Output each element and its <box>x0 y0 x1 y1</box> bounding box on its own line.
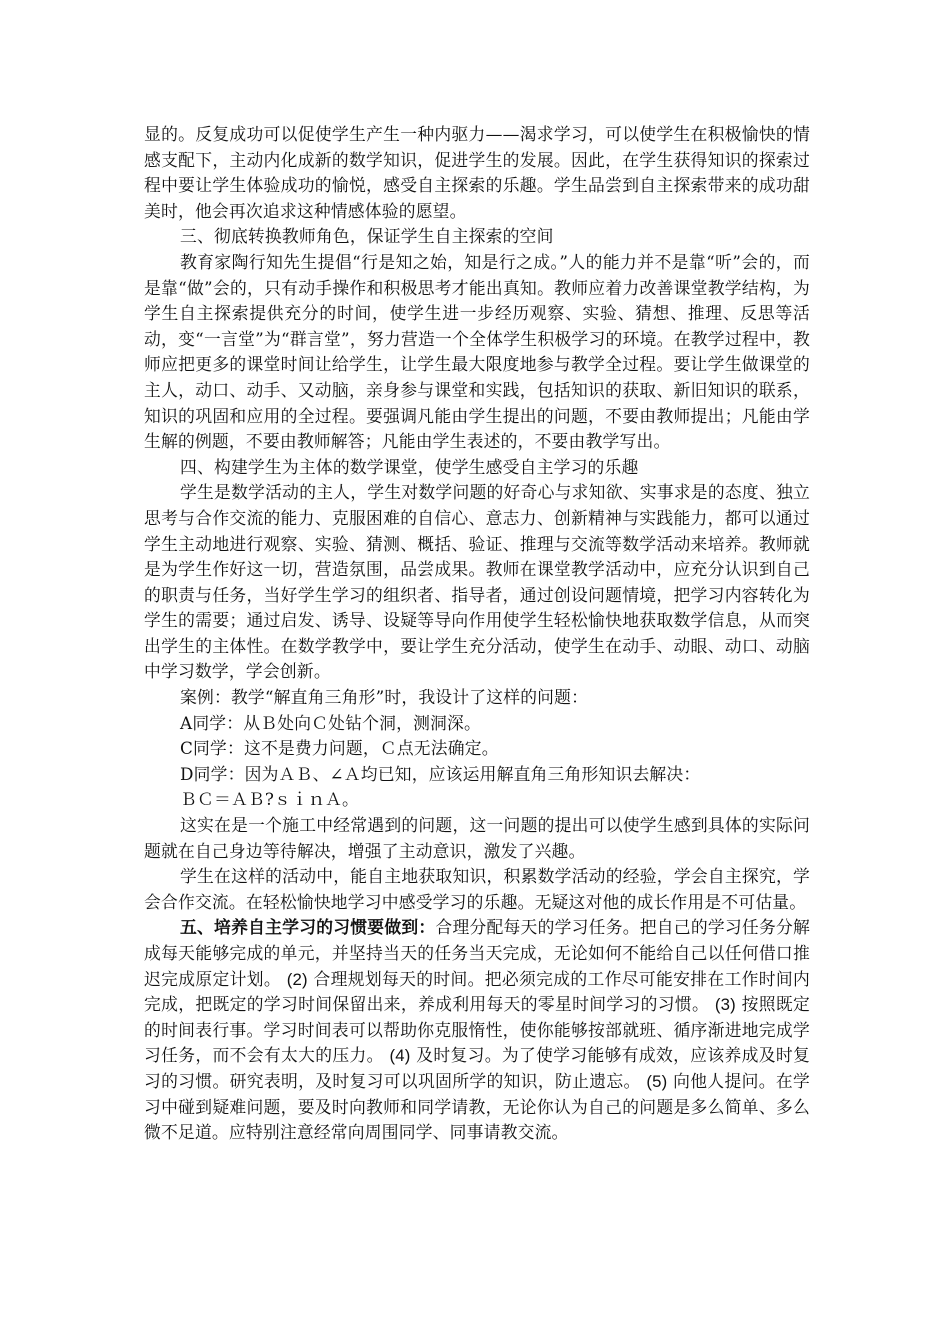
document-body <box>144 122 810 1146</box>
case-student-c: C同学：这不是费力问题，Ｃ点无法确定。 <box>180 738 499 759</box>
habit-5-text: 向他人提问。在学习中碰到疑难问题，要及时向教师和同学请教，无论你认为自己的问题是多么简单、多么微不足道。应特别注意经常向周围同学、同事请教交流。 <box>144 1070 810 1143</box>
habit-4-number: (4) <box>389 1046 411 1066</box>
habit-1-text: 合理分配每天的学习任务。把自己的学习任务分解成每天能够完成的单元，并坚持当天的任务当天完成，无论如何不能给自己以任何借口推迟完成原定计划。 <box>144 917 810 989</box>
habit-5-number: (5) <box>646 1071 668 1091</box>
habit-3-text: 按照既定的时间表行事。学习时间表可以帮助你克服惰性，使你能够按部就班、循序渐进地完成学习任务，而不会有太大的压力。 <box>144 994 810 1066</box>
paragraph-activity-value: 学生在这样的活动中，能自主地获取知识，积累数学活动的经验，学会自主探究，学会合作交流。在轻松愉快地学习中感受学习的乐趣。无疑这对他的成长作用是不可估量。 <box>144 866 810 912</box>
paragraph-student-subject: 学生是数学活动的主人，学生对数学问题的好奇心与求知欲、实事求是的态度、独立思考与合作交流的能力、克服困难的自信心、意志力、创新精神与实践能力，都可以通过学生主动地进行观察、实验、猜测、概括、验证、推理与交流等数学活动来培养。教师就是为学生作好这一切，营造氛围，品尝成果。教师在课堂教学活动中，应充分认识到自己的职责与任务，当好学生学习的组织者、指导者，通过创设问题情境，把学习内容转化为学生的需要；通过启发、诱导、设疑等导向作用使学生轻松愉快地获取数学信息，从而突出学生的主体性。在数学教学中，要让学生充分活动，使学生在动手、动眼、动口、动脑中学习数学，学会创新。 <box>144 482 810 682</box>
case-formula: ＢＣ＝ＡＢ?ｓｉｎＡ。 <box>180 789 360 810</box>
section-heading-5: 五、培养自主学习的习惯要做到： <box>180 917 436 938</box>
paragraph-construction-problem: 这实在是一个施工中经常遇到的问题，这一问题的提出可以使学生感到具体的实际问题就在自己身边等待解决，增强了主动意识，激发了兴趣。 <box>144 815 810 861</box>
habit-2-text: 合理规划每天的时间。把必须完成的工作尽可能安排在工作时间内完成，把既定的学习时间保留出来，养成利用每天的零星时间学习的习惯。 <box>144 968 810 1015</box>
section-heading-3: 三、彻底转换教师角色，保证学生自主探索的空间 <box>180 226 554 247</box>
paragraph-study-habits <box>144 915 810 1145</box>
paragraph-continuation: 显的。反复成功可以促使学生产生一种内驱力——渴求学习，可以使学生在积极愉快的情感支配下，主动内化成新的数学知识，促进学生的发展。因此，在学生获得知识的探索过程中要让学生体验成功的愉悦，感受自主探索的乐趣。学生品尝到自主探索带来的成功甜美时，他会再次追求这种情感体验的愿望。 <box>144 124 810 221</box>
habit-2-number: (2) <box>286 969 308 989</box>
case-student-a: A同学：从Ｂ处向Ｃ处钻个洞，测洞深。 <box>180 712 482 733</box>
paragraph-teacher-role: 教育家陶行知先生提倡“行是知之始，知是行之成。”人的能力并不是靠“听”会的，而是靠“做”会的，只有动手操作和积极思考才能出真知。教师应着力改善课堂教学结构，为学生自主探索提供充分的时间，使学生进一步经历观察、实验、猜想、推理、反思等活动，变“一言堂”为“群言堂”，努力营造一个全体学生积极学习的环境。在教学过程中，教师应把更多的课堂时间让给学生，让学生最大限度地参与教学全过程。要让学生做课堂的主人，动口、动手、又动脑，亲身参与课堂和实践，包括知识的获取、新旧知识的联系，知识的巩固和应用的全过程。要强调凡能由学生提出的问题，不要由教师提出；凡能由学生解的例题，不要由教师解答；凡能由学生表述的，不要由教学写出。 <box>144 251 810 452</box>
section-heading-4: 四、构建学生为主体的数学课堂，使学生感受自主学习的乐趣 <box>180 456 639 477</box>
case-intro: 案例：教学“解直角三角形”时，我设计了这样的问题： <box>180 687 589 708</box>
habit-4-text: 及时复习。为了使学习能够有成效，应该养成及时复习的习惯。研究表明，及时复习可以巩固所学的知识，防止遗忘。 <box>144 1045 810 1091</box>
case-student-d: D同学：因为ＡＢ、∠Ａ均已知，应该运用解直角三角形知识去解决： <box>180 763 701 784</box>
habit-3-number: (3) <box>714 995 736 1015</box>
